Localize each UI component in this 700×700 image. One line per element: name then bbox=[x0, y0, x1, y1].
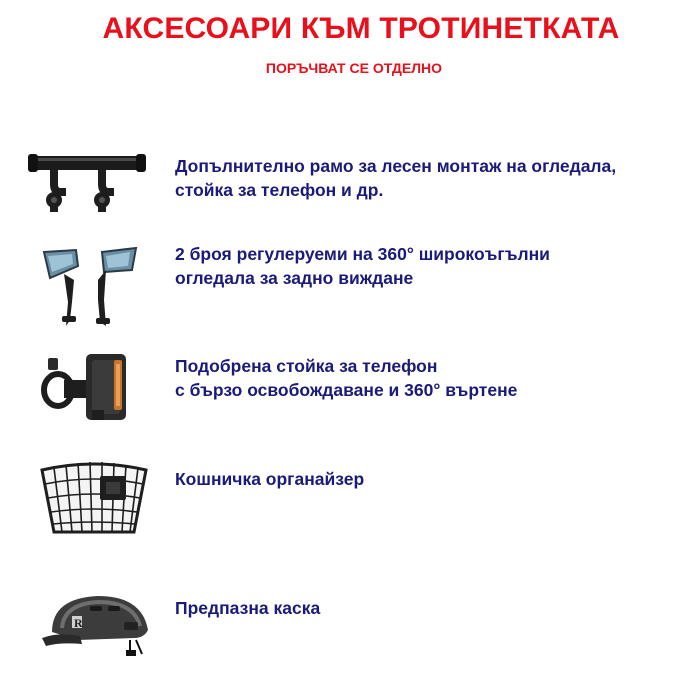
svg-text:R: R bbox=[74, 616, 83, 630]
item-mirrors-text: 2 броя регулеруеми на 360° широкоъгълни огледала за задно виждане bbox=[175, 244, 550, 288]
item-phone-holder-text: Подобрена стойка за телефон с бързо освобождаване и 360° въртене bbox=[175, 356, 518, 400]
page-subtitle: ПОРЪЧВАТ СЕ ОТДЕЛНО bbox=[265, 60, 443, 76]
page-title: АКСЕСОАРИ КЪМ ТРОТИНЕТКАТА bbox=[102, 12, 620, 45]
item-handlebar-extender-text: Допълнително рамо за лесен монтаж на огледала, стойка за телефон и др. bbox=[175, 156, 617, 200]
mirrors-icon bbox=[40, 240, 140, 332]
phone-holder-icon bbox=[40, 350, 132, 424]
item-helmet-text: Предпазна каска bbox=[175, 598, 321, 618]
basket-icon bbox=[38, 452, 150, 538]
handlebar-extender-icon bbox=[28, 150, 146, 214]
helmet-icon bbox=[38, 588, 156, 658]
item-basket-text: Кошничка органайзер bbox=[175, 469, 365, 489]
